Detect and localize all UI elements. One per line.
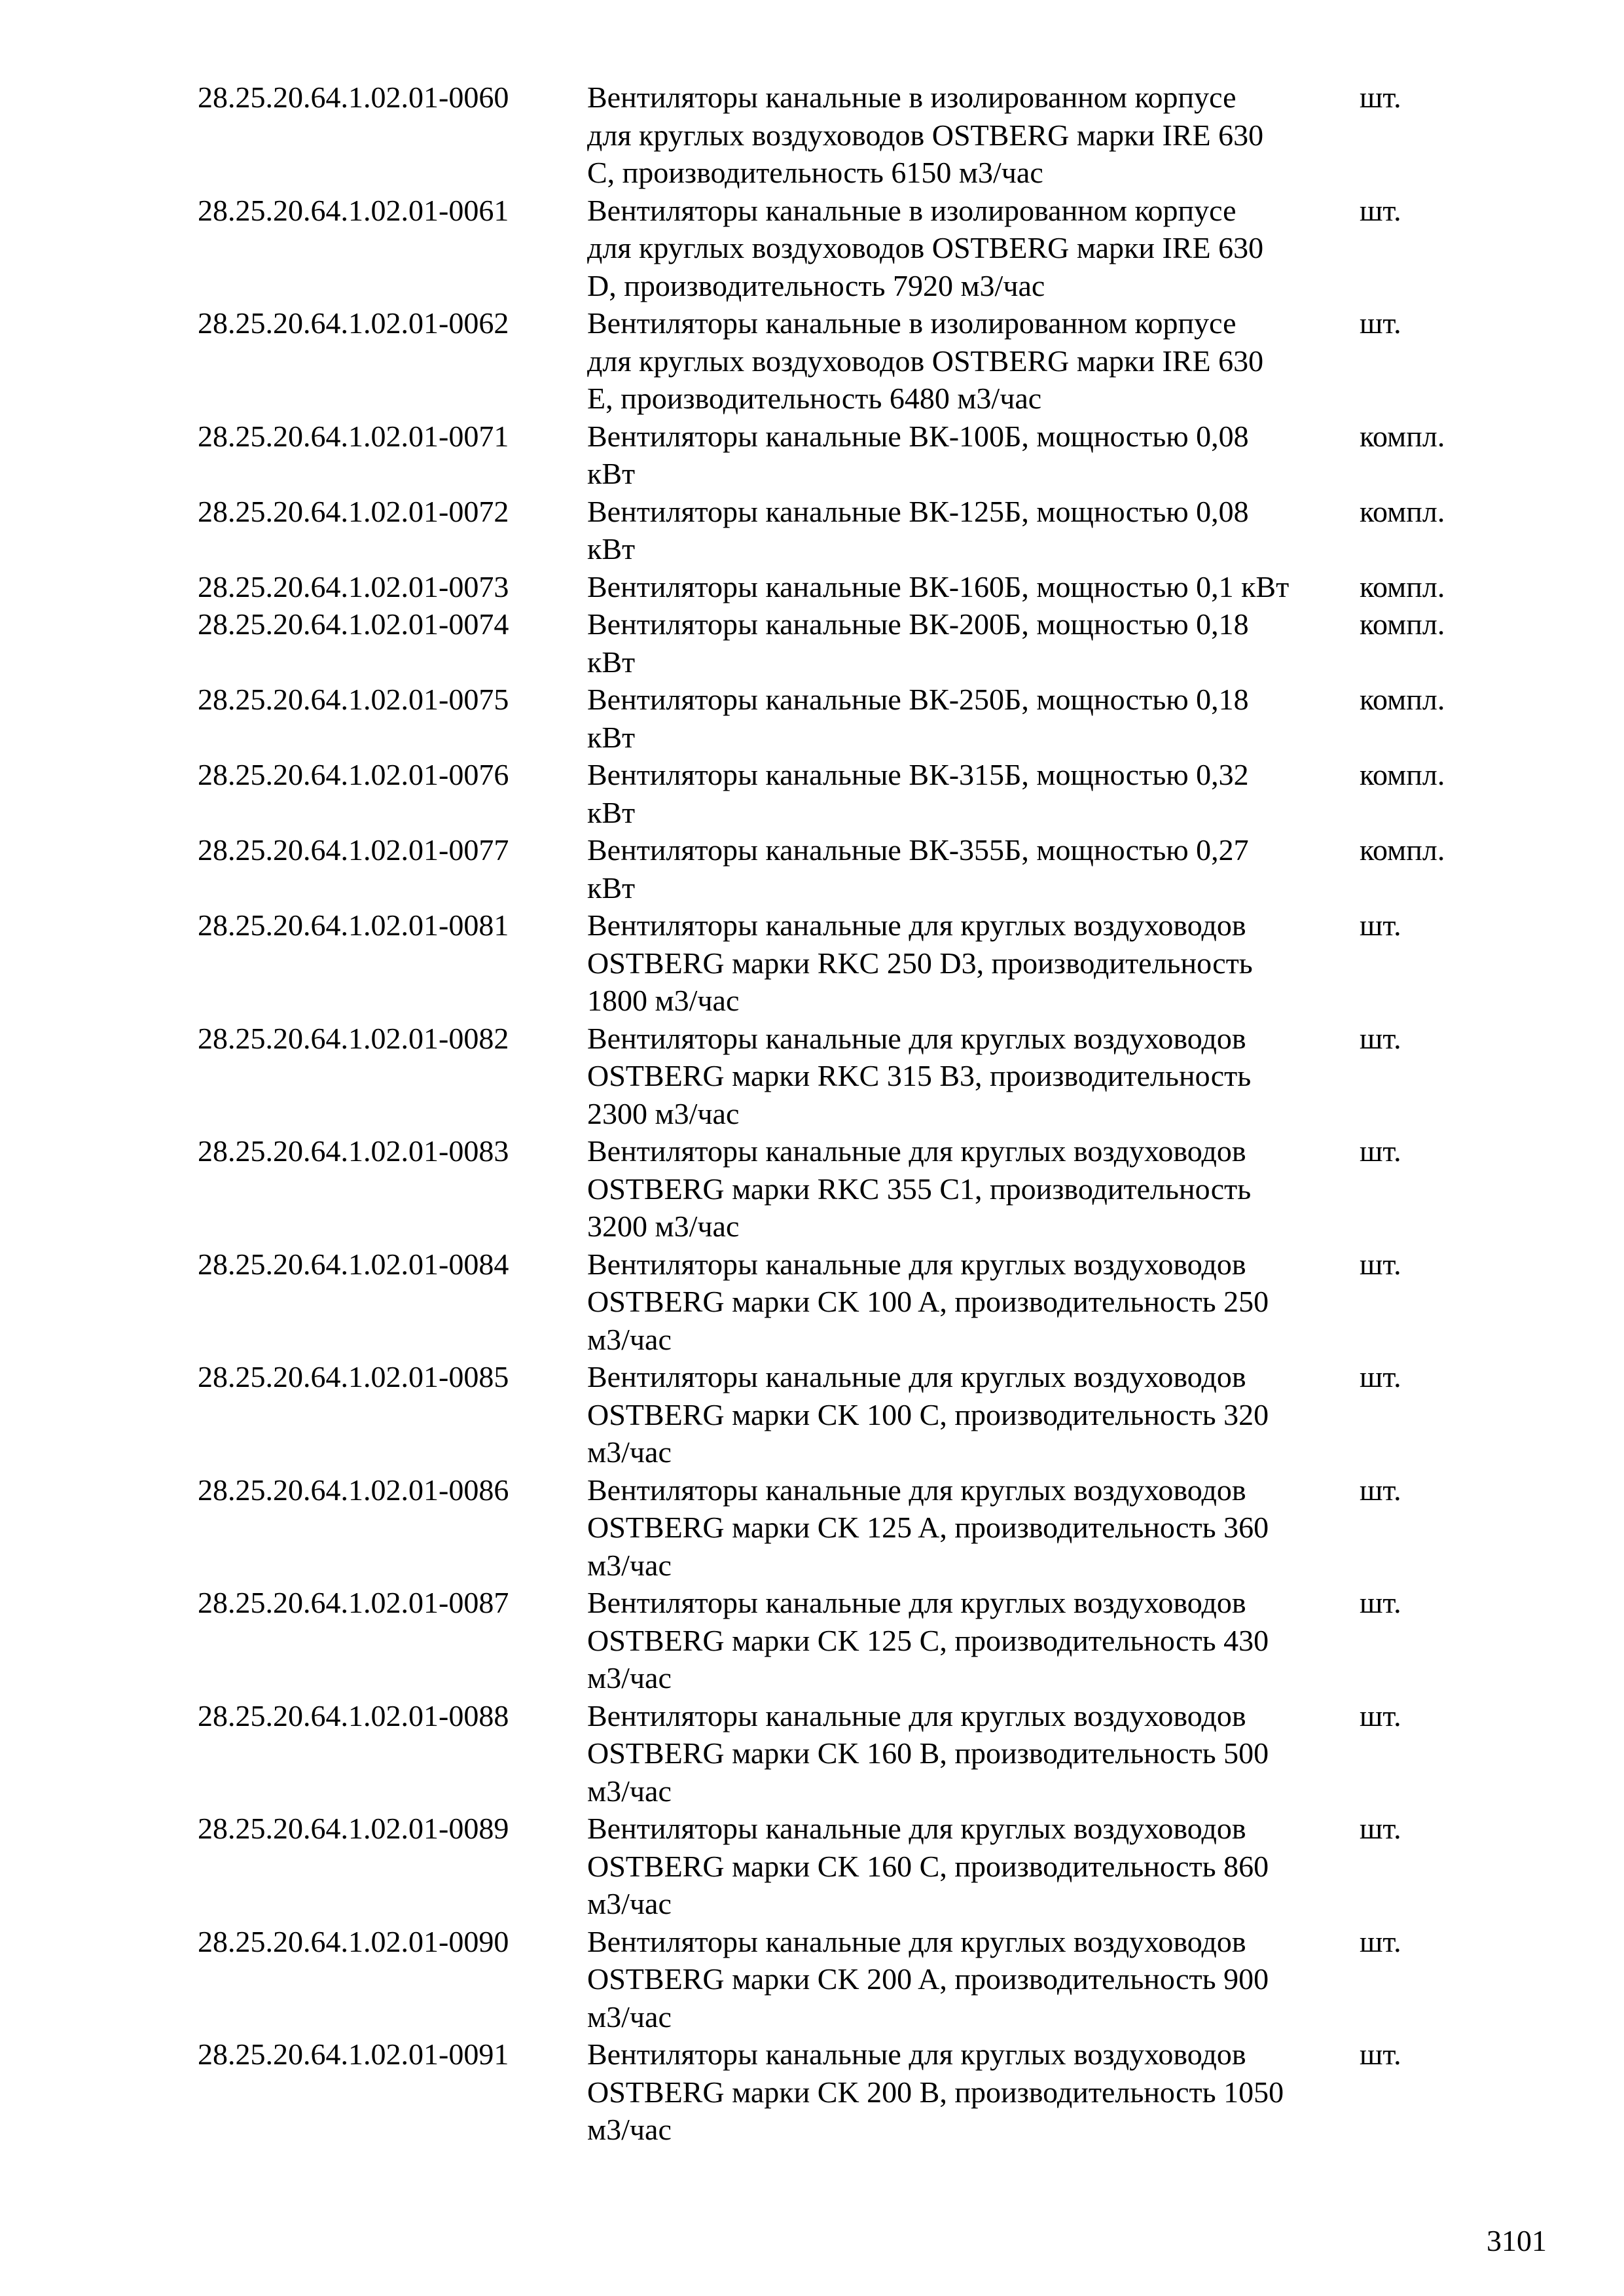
resource-code: 28.25.20.64.1.02.01-0074 — [198, 607, 509, 641]
resource-name: Вентиляторы канальные для круглых воздуховодов OSTBERG марки CK 125 A, производительность 360 м3/час — [587, 1473, 1269, 1582]
table-row — [198, 1810, 1481, 1923]
resource-name: Вентиляторы канальные для круглых воздуховодов OSTBERG марки CK 160 C, производительность 860 м3/час — [587, 1812, 1269, 1920]
unit-of-measure: компл. — [1360, 419, 1445, 453]
unit-of-measure: шт. — [1360, 1812, 1401, 1845]
resource-name: Вентиляторы канальные для круглых воздуховодов OSTBERG марки CK 200 A, производительность 900 м3/час — [587, 1924, 1269, 2034]
resource-code: 28.25.20.64.1.02.01-0073 — [198, 569, 509, 603]
table-row — [198, 1358, 1481, 1471]
resource-code: 28.25.20.64.1.02.01-0082 — [198, 1021, 509, 1055]
unit-of-measure: шт. — [1360, 1924, 1401, 1958]
table-row — [198, 192, 1481, 305]
resource-code: 28.25.20.64.1.02.01-0086 — [198, 1473, 509, 1507]
unit-of-measure: шт. — [1360, 1473, 1401, 1507]
resource-code: 28.25.20.64.1.02.01-0087 — [198, 1586, 509, 1619]
unit-of-measure: компл. — [1360, 833, 1445, 867]
unit-of-measure: компл. — [1360, 683, 1445, 716]
resource-name: Вентиляторы канальные ВК-125Б, мощностью 0,08 кВт — [587, 494, 1249, 565]
resource-name: Вентиляторы канальные для круглых воздуховодов OSTBERG марки RKC 250 D3, производительность 1800 м3/час — [587, 908, 1253, 1017]
resource-name: Вентиляторы канальные в изолированном корпусе для круглых воздуховодов OSTBERG марки IRE 630 E, производительность 6480 м3/час — [587, 306, 1264, 415]
table-row — [198, 1246, 1481, 1359]
resource-code: 28.25.20.64.1.02.01-0075 — [198, 683, 509, 716]
resource-code: 28.25.20.64.1.02.01-0076 — [198, 758, 509, 791]
unit-of-measure: компл. — [1360, 607, 1445, 641]
resource-name: Вентиляторы канальные ВК-200Б, мощностью 0,18 кВт — [587, 607, 1249, 679]
table-row — [198, 2036, 1481, 2149]
resource-name: Вентиляторы канальные для круглых воздуховодов OSTBERG марки CK 200 B, производительность 1050 м3/час — [587, 2037, 1284, 2146]
table-row — [198, 1697, 1481, 1810]
resource-code: 28.25.20.64.1.02.01-0091 — [198, 2037, 509, 2071]
resource-name: Вентиляторы канальные ВК-355Б, мощностью 0,27 кВт — [587, 833, 1249, 905]
resource-code: 28.25.20.64.1.02.01-0085 — [198, 1360, 509, 1393]
table-row — [198, 1584, 1481, 1697]
resource-code: 28.25.20.64.1.02.01-0090 — [198, 1924, 509, 1958]
resource-code: 28.25.20.64.1.02.01-0060 — [198, 81, 509, 114]
unit-of-measure: шт. — [1360, 2037, 1401, 2071]
unit-of-measure: шт. — [1360, 1586, 1401, 1619]
resource-code: 28.25.20.64.1.02.01-0061 — [198, 193, 509, 227]
table-row — [198, 756, 1481, 831]
resource-name: Вентиляторы канальные ВК-100Б, мощностью 0,08 кВт — [587, 419, 1249, 490]
resource-name: Вентиляторы канальные для круглых воздуховодов OSTBERG марки RKC 315 B3, производительность 2300 м3/час — [587, 1021, 1252, 1130]
table-row — [198, 1020, 1481, 1133]
unit-of-measure: шт. — [1360, 193, 1401, 227]
resource-name: Вентиляторы канальные в изолированном корпусе для круглых воздуховодов OSTBERG марки IRE 630 D, производительность 7920 м3/час — [587, 193, 1264, 302]
table-row — [198, 681, 1481, 756]
resource-code: 28.25.20.64.1.02.01-0088 — [198, 1698, 509, 1732]
unit-of-measure: шт. — [1360, 81, 1401, 114]
table-row — [198, 568, 1481, 606]
catalog-table — [198, 79, 1481, 2149]
resource-code: 28.25.20.64.1.02.01-0062 — [198, 306, 509, 340]
table-row — [198, 1923, 1481, 2036]
resource-name: Вентиляторы канальные для круглых воздуховодов OSTBERG марки CK 160 B, производительность 500 м3/час — [587, 1698, 1269, 1808]
unit-of-measure: шт. — [1360, 908, 1401, 942]
unit-of-measure: компл. — [1360, 494, 1445, 528]
table-row — [198, 906, 1481, 1020]
resource-name: Вентиляторы канальные для круглых воздуховодов OSTBERG марки CK 125 C, производительность 430 м3/час — [587, 1586, 1269, 1695]
resource-name: Вентиляторы канальные для круглых воздуховодов OSTBERG марки CK 100 C, производительность 320 м3/час — [587, 1360, 1269, 1469]
resource-name: Вентиляторы канальные в изолированном корпусе для круглых воздуховодов OSTBERG марки IRE 630 C, производительность 6150 м3/час — [587, 81, 1264, 189]
resource-code: 28.25.20.64.1.02.01-0081 — [198, 908, 509, 942]
table-row — [198, 418, 1481, 493]
resource-code: 28.25.20.64.1.02.01-0072 — [198, 494, 509, 528]
unit-of-measure: шт. — [1360, 1134, 1401, 1168]
table-row — [198, 493, 1481, 568]
resource-code: 28.25.20.64.1.02.01-0083 — [198, 1134, 509, 1168]
unit-of-measure: шт. — [1360, 1021, 1401, 1055]
resource-name: Вентиляторы канальные для круглых воздуховодов OSTBERG марки CK 100 A, производительность 250 м3/час — [587, 1247, 1269, 1356]
unit-of-measure: шт. — [1360, 1360, 1401, 1393]
resource-code: 28.25.20.64.1.02.01-0071 — [198, 419, 509, 453]
table-row — [198, 1471, 1481, 1585]
table-row — [198, 79, 1481, 192]
resource-code: 28.25.20.64.1.02.01-0089 — [198, 1812, 509, 1845]
unit-of-measure: шт. — [1360, 1247, 1401, 1281]
table-row — [198, 304, 1481, 418]
page-number: 3101 — [1487, 2224, 1547, 2257]
table-row — [198, 1132, 1481, 1246]
resource-code: 28.25.20.64.1.02.01-0084 — [198, 1247, 509, 1281]
table-row — [198, 605, 1481, 681]
resource-name: Вентиляторы канальные для круглых воздуховодов OSTBERG марки RKC 355 C1, производительность 3200 м3/час — [587, 1134, 1252, 1243]
table-row — [198, 831, 1481, 906]
resource-code: 28.25.20.64.1.02.01-0077 — [198, 833, 509, 867]
resource-name: Вентиляторы канальные ВК-250Б, мощностью 0,18 кВт — [587, 683, 1249, 754]
unit-of-measure: шт. — [1360, 1698, 1401, 1732]
unit-of-measure: компл. — [1360, 569, 1445, 603]
unit-of-measure: компл. — [1360, 758, 1445, 791]
unit-of-measure: шт. — [1360, 306, 1401, 340]
resource-name: Вентиляторы канальные ВК-160Б, мощностью 0,1 кВт — [587, 569, 1290, 603]
resource-name: Вентиляторы канальные ВК-315Б, мощностью 0,32 кВт — [587, 758, 1249, 829]
